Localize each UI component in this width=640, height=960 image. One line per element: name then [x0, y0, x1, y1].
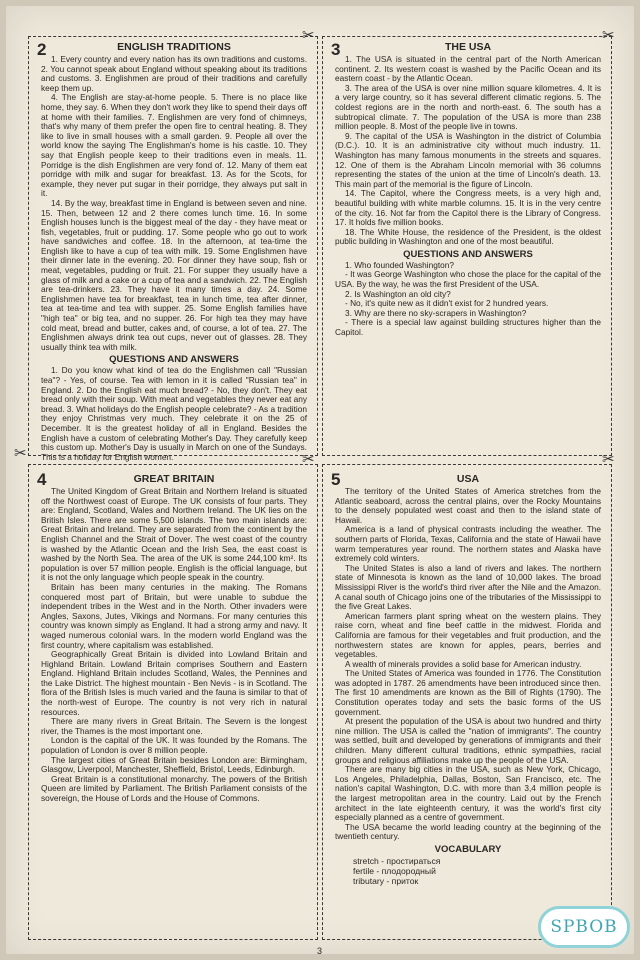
vocab-item: stretch - простираться — [353, 855, 441, 866]
paragraph: Great Britain is a constitutional monarchy. The powers of the British Queen are limited by Parliament. The British Parliament consists of the sovereign, the House of Lords and the House of Commons. — [41, 773, 307, 803]
card-the-usa — [322, 36, 612, 456]
card-great-britain — [28, 464, 318, 940]
qa-text: 1. Do you know what kind of tea do the Englishmen call "Russian tea"? - Yes, of course. Tea with lemon in it is called "Russian tea" in England. 2. Do the English eat much bread? - No, they don't. They eat bread only with their soup. With meat and vegetables they never eat any bread. 3. What holidays do the English people celebrate? - As a tradition they enjoy Christmas very much. They celebrate it on the 25 of December. It is the greatest holiday of all in England. Besides the English have a custom of celebrating Mother's Day. They carefully keep this custom up. Mother's Day is usually in March on one of the Sundays. This is a holiday for English women. — [41, 365, 307, 462]
scissors-icon: ✂ — [602, 27, 615, 44]
paragraph: The territory of the United States of America stretches from the Atlantic seaboard, across the central plains, over the Rocky Mountains to the densely populated west coast and then to the island state of Hawaii. — [335, 486, 601, 525]
paragraph: The United States of America was founded in 1776. The Constitution was adopted in 1787. 26 amendments have been introduced since then. The first 10 amendments are known as the Bill of Rights (1790). The Constitution operates today and sets the basic forms of the US government. — [335, 668, 601, 717]
card-number: 3 — [331, 40, 341, 59]
document-page — [6, 6, 634, 954]
qa-item: - No, it's quite new as it didn't exist for 2 hundred years. — [345, 298, 549, 309]
paragraph: American farmers plant spring wheat on the western plains. They raise corn, wheat and fine beef cattle in the midwest. Florida and California are famous for their vegetables and fruit production, and the northwestern states are known for apples, pears, berries and vegetables. — [335, 610, 601, 660]
qa-item: 2. Is Washington an old city? — [345, 288, 451, 299]
paragraph: 9. The capital of the USA is Washington in the district of Columbia (D.C.). 10. It is an administrative city without much industry. 11. Washington has many famous monuments in the streets and squares. 12. One of them is the Abraham Lincoln memorial with 36 columns representing the states of the union at the time of Lincoln's death. 13. This main part of the memorial is the figure of Lincoln. — [335, 130, 601, 189]
card-number: 2 — [37, 40, 47, 59]
paragraph: 14. The Capitol, where the Congress meets, is a very high and, beautiful building with white marble columns. 15. It is in the very centre of the city. 16. Not far from the Capitol there is the Library of Congress. 17. It holds five million books. — [335, 188, 601, 228]
paragraph: 3. The area of the USA is over nine million square kilometres. 4. It is a very large country, so it has several different climatic regions. 5. The coldest regions are in the north and north-east. 6. The south has a subtropical climate. 7. The population of the USA is more than 238 million people. 8. Most of the people live in towns. — [335, 82, 601, 132]
qa-item: - There is a special law against building structures higher than the Capitol. — [335, 317, 601, 338]
paragraph: America is a land of physical contrasts including the weather. The southern parts of Florida, Texas, California and the state of Hawaii have warm temperatures year round. The northern states and Alaska have extremely cold winters. — [335, 524, 601, 564]
paragraph: 14. By the way, breakfast time in England is between seven and nine. 15. Then, between 12 and 2 there comes lunch time. 16. In some English houses lunch is the biggest meal of the day - they have meat or fish, vegetables, fruit or pudding. 17. Some people who go out to work have sandwiches and coffee. 18. In the afternoon, at tea-time the English like to have a cup of tea with milk. 19. Some Englishmen have their dinner late in the evening. 20. For dinner they have soup, fish or meat, vegetables, pudding or fruit. 21. For supper they usually have a glass of milk and a cake or a cup of tea and a sandwich. 22. The English are tea-drinkers. 23. They have it many times a day. 24. Some Englishmen have tea for breakfast, tea in lunch time, tea after dinner, tea at tea-time and tea with supper. 25. Some English families have "high tea" or big tea, and no supper. 26. For high tea they may have cold meat, bread and butter, cakes and, of course, a lot of tea. 27. The Englishmen always drink tea out cups, never out of glasses. 28. They usually think tea with milk. — [41, 197, 307, 352]
paragraph: The USA became the world leading country at the beginning of the twentieth century. — [335, 821, 601, 842]
qa-title: QUESTIONS AND ANSWERS — [403, 248, 533, 260]
paragraph: Britain has been many centuries in the making. The Romans conquered most part of Britain, but were unable to subdue the independent tribes in the West and in the North. Other invaders were Angles, Saxons, Jutes, Vikings and Normans. For many centuries this country was known simply as England. It had a strong army and navy. It waged numerous colonial wars. In the modern world England was the first country, where capitalism was established. — [41, 581, 307, 650]
scissors-icon: ✂ — [14, 445, 27, 462]
card-title: USA — [456, 473, 480, 485]
vocab-item: tributary - приток — [353, 875, 419, 886]
card-title: GREAT BRITAIN — [133, 473, 215, 485]
qa-item: 1. Who founded Washington? — [345, 259, 455, 270]
paragraph: The United States is also a land of rivers and lakes. The northern state of Minnesota is known as the land of 10,000 lakes. The broad Mississippi River is the world's third river after the Nile and the Amazon. A canal south of Chicago joins one of the tributaries of the Mississippi to the five Great Lakes. — [335, 562, 601, 612]
paragraph: 1. The USA is situated in the central part of the North American continent. 2. Its western coast is washed by the Pacific Ocean and its eastern coast - by the Atlantic Ocean. — [335, 54, 601, 84]
paragraph: 1. Every country and every nation has its own traditions and customs. 2. You cannot speak about England without speaking about its traditions and customs. 3. Englishmen are proud of their traditions and carefully keep them up. — [41, 54, 307, 93]
card-number: 4 — [37, 470, 47, 489]
paragraph: 4. The English are stay-at-home people. 5. There is no place like home, they say. 6. When they don't work they like to spend their days off at home with their families. 7. Englishmen are very fond of chimneys, that's why many of them prefer the open fire to central heating. 8. They like to live in small houses with a small garden. 9. People all over the world know the saying The Englishman's home is his castle. 10. They say that English people keep to their traditions even in meals. 11. Porridge is the dish Englishmen are very fond of. 12. Many of them eat porridge with milk and sugar for breakfast. 13. As for the Scots, for example, they never put sugar in their porridge, they always put salt in it. — [41, 92, 307, 199]
card-english-traditions — [28, 36, 318, 462]
card-usa — [322, 464, 612, 940]
scissors-icon: ✂ — [602, 451, 615, 468]
card-number: 5 — [331, 470, 341, 489]
paragraph: London is the capital of the UK. It was founded by the Romans. The population of London is over 8 million people. — [41, 735, 307, 756]
vocab-title: VOCABULARY — [434, 843, 502, 855]
paragraph: The United Kingdom of Great Britain and Northern Ireland is situated off the Northwest coast of Europe. The UK consists of four parts. They are: England, Scotland, Wales and Northern Ireland. The UK lies on the British Isles. There are some 5,500 islands. The two main islands are: Great Britain and Ireland. They are separated from the continent by the English Channel and the Strait of Dover. The west coast of the country is washed by the Atlantic Ocean and the Irish Sea, the east coast is washed by the North Sea. The area of the UK is some 244,100 km². Its population is over 57 million people. English is the official language, but it is not the only language which people speak in the country. — [41, 486, 307, 583]
qa-item: - It was George Washington who chose the place for the capital of the USA. By the way, he was the first President of the USA. — [335, 269, 601, 290]
qa-item: 3. Why are there no sky-scrapers in Washington? — [345, 307, 527, 318]
paragraph: 18. The White House, the residence of the President, is the oldest public building in Washington and one of the most beautiful. — [335, 226, 601, 247]
paragraph: There are many big cities in the USA, such as New York, Chicago, Los Angeles, Philadelphia, Dallas, Boston, San Francisco, etc. The nation's capital Washington, D.C. with more than 3,4 million people is the largest metropolitan area in the country. Laid out by the French architect in the late eighteenth century, it was the world's first city especially planned as a centre of government. — [335, 764, 601, 823]
scissors-icon: ✂ — [302, 27, 315, 44]
qa-title: QUESTIONS AND ANSWERS — [109, 354, 239, 366]
paragraph: A wealth of minerals provides a solid base for American industry. — [345, 658, 582, 669]
scissors-icon: ✂ — [302, 451, 315, 468]
paragraph: At present the population of the USA is about two hundred and thirty nine million. The USA is called the "nation of immigrants". The country was settled, built and developed by generations of immigrants and their children. Many different cultural traditions, ethnic sympathies, racial groups and religious affiliations make up the people of the USA. — [335, 716, 601, 765]
watermark-logo: SPBOB — [538, 906, 630, 948]
paragraph: There are many rivers in Great Britain. The Severn is the longest river, the Thames is the most important one. — [41, 716, 307, 736]
card-title: ENGLISH TRADITIONS — [117, 41, 231, 53]
paragraph: The largest cities of Great Britain besides London are: Birmingham, Glasgow, Liverpool, Manchester, Sheffield, Bristol, Leeds, Edinburgh. — [41, 754, 307, 775]
page-number: 3 — [317, 946, 323, 956]
card-title: THE USA — [444, 41, 492, 53]
vocab-item: fertile - плодородный — [353, 865, 436, 876]
paragraph: Geographically Great Britain is divided into Lowland Britain and Highland Britain. Lowland Britain comprises Southern and Eastern England. Highland Britain includes Scotland, Wales, the Pennines and the Lake District. The highest mountain - Ben Nevis - is in Scotland. The flora of the British Isles is much varied and the fauna is similar to that of the north-west of Europe. The country is not very rich in natural resources. — [41, 649, 307, 717]
